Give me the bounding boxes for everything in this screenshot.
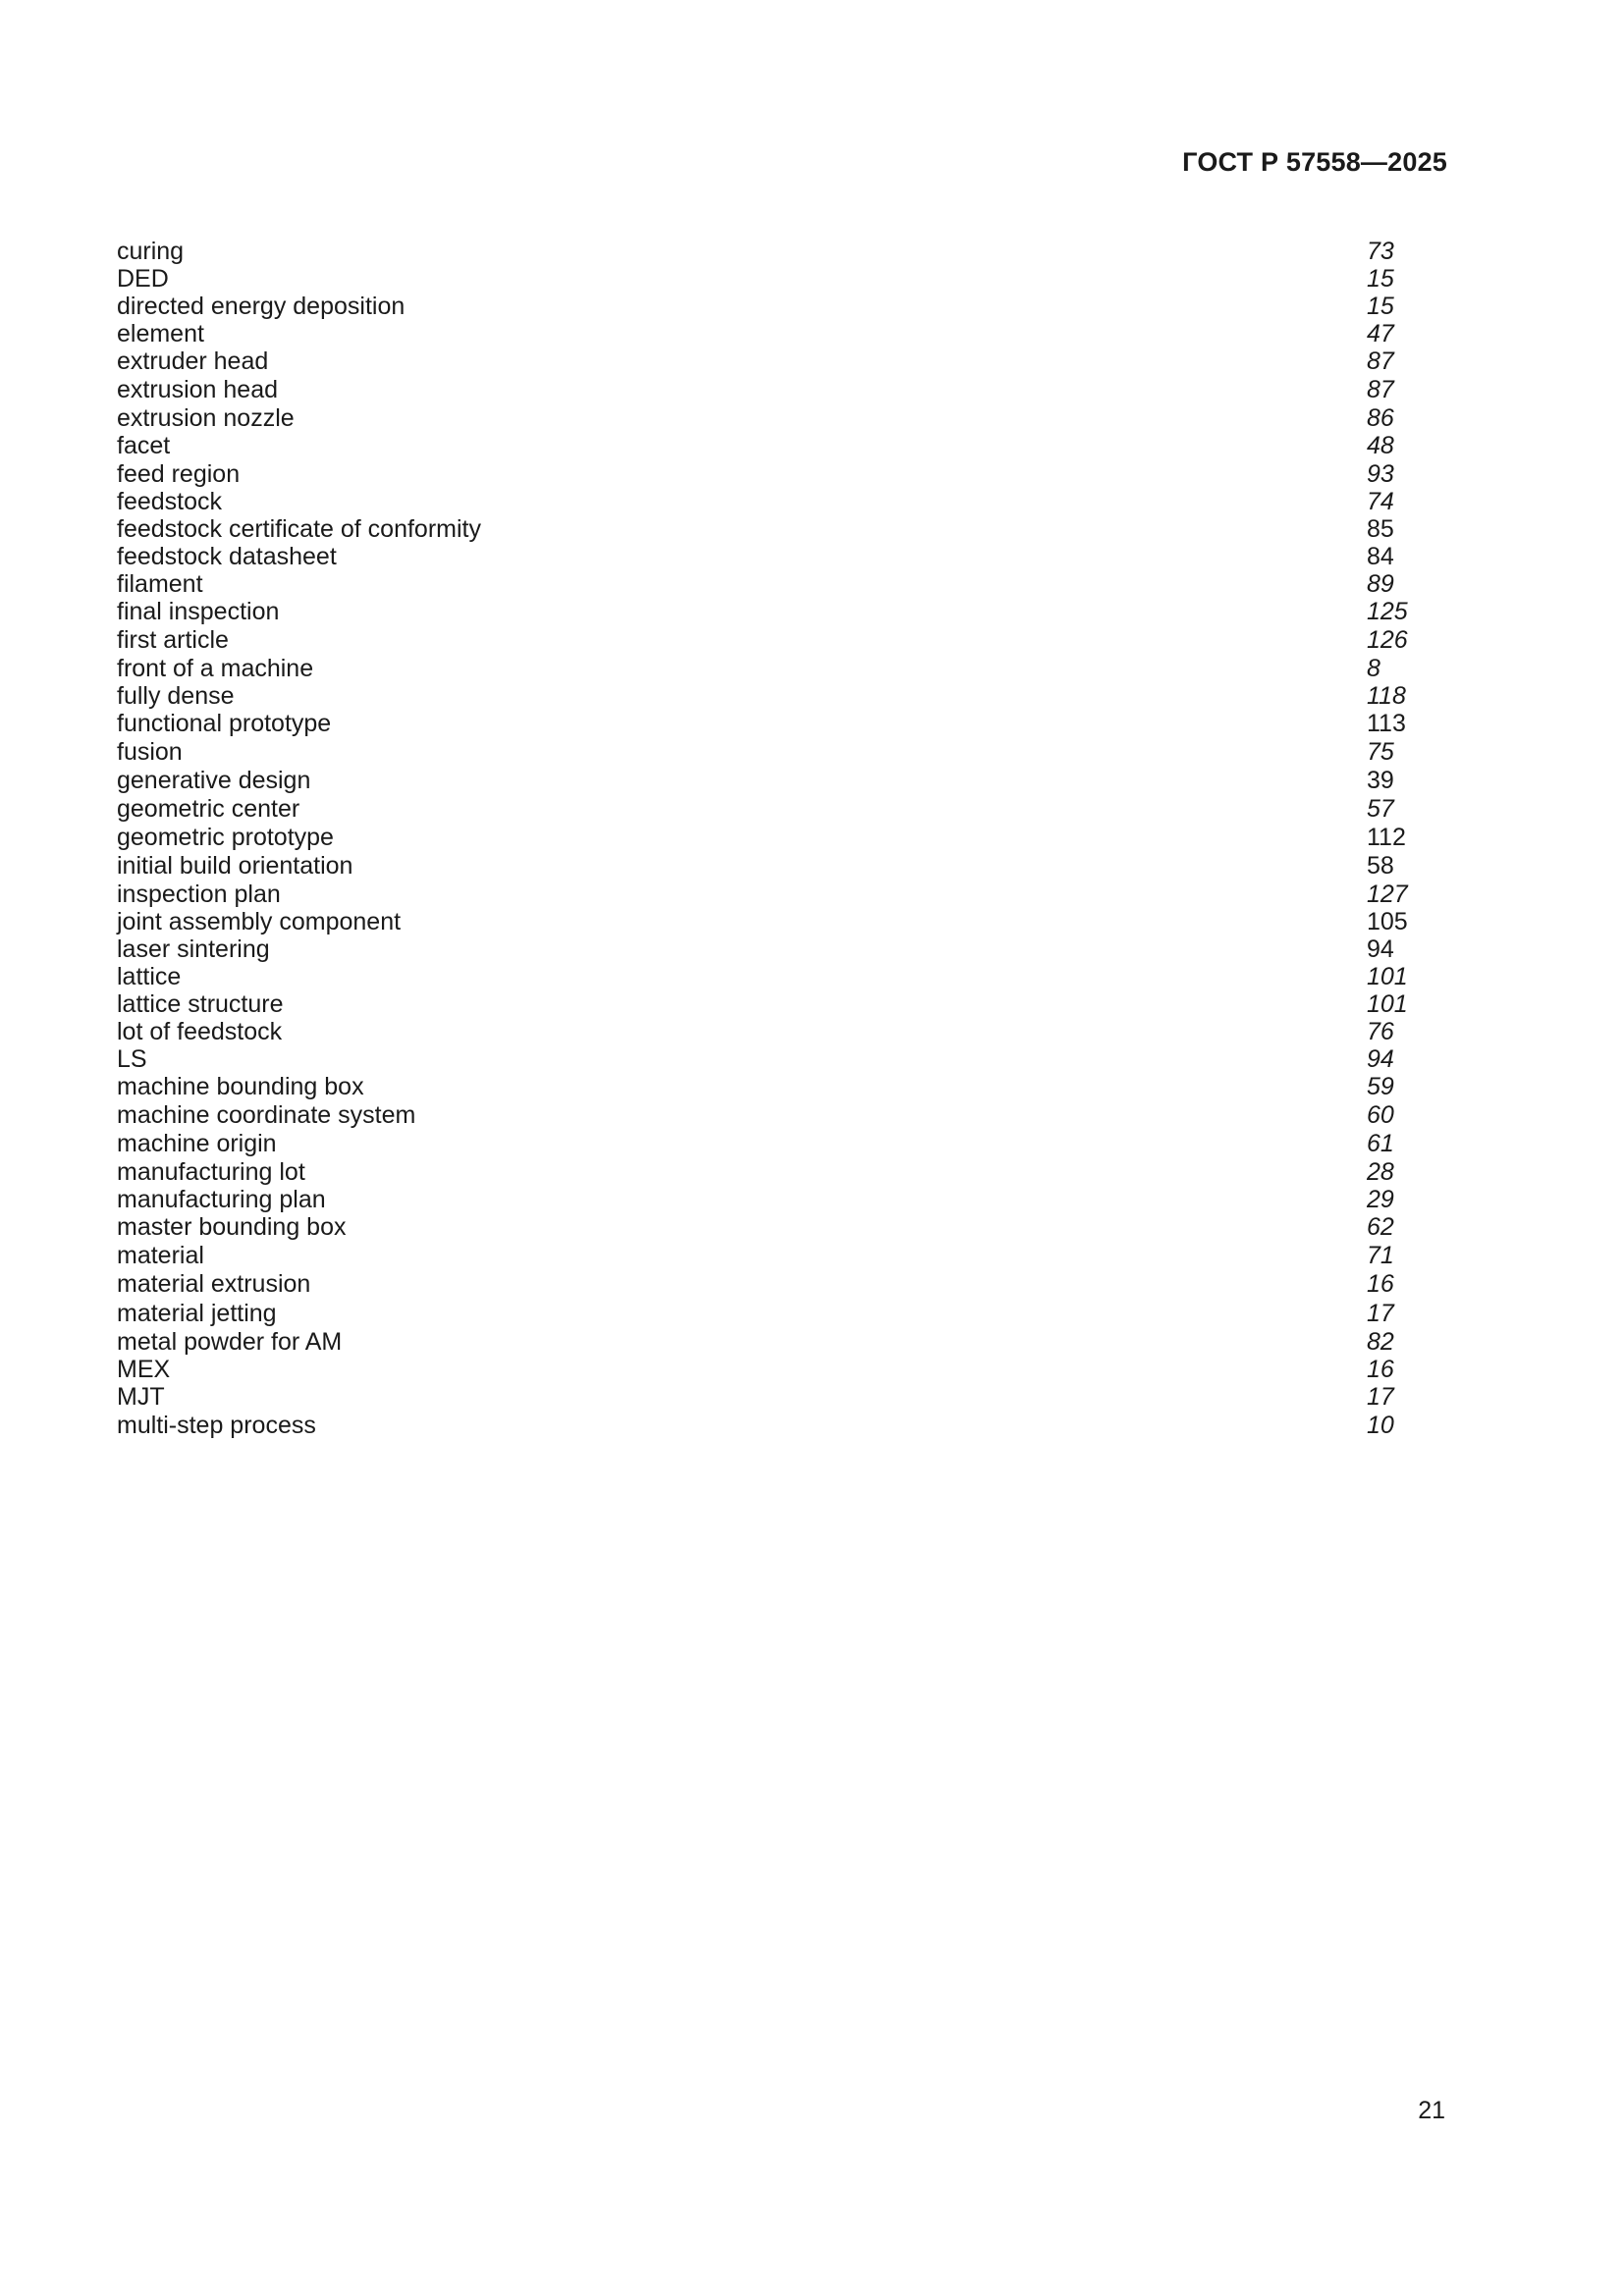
index-term-number: 59 bbox=[1367, 1073, 1394, 1100]
index-term-number: 16 bbox=[1367, 1356, 1394, 1383]
index-term-number: 87 bbox=[1367, 347, 1394, 375]
index-term-number: 105 bbox=[1367, 908, 1408, 935]
index-entry bbox=[117, 682, 1418, 710]
index-term: geometric center bbox=[117, 795, 300, 823]
index-term: final inspection bbox=[117, 598, 280, 625]
index-term: lattice structure bbox=[117, 990, 284, 1018]
index-term: functional prototype bbox=[117, 710, 332, 737]
index-entry bbox=[117, 320, 1418, 347]
index-entry bbox=[117, 1412, 1418, 1439]
index-entry bbox=[117, 1356, 1418, 1383]
index-term-number: 29 bbox=[1367, 1186, 1394, 1213]
index-entry bbox=[117, 488, 1418, 515]
index-entry bbox=[117, 598, 1418, 625]
index-entry bbox=[117, 626, 1418, 654]
index-entry bbox=[117, 1213, 1418, 1241]
index-entry bbox=[117, 238, 1418, 265]
index-term-number: 62 bbox=[1367, 1213, 1394, 1241]
index-term-number: 89 bbox=[1367, 570, 1394, 598]
index-term: multi-step process bbox=[117, 1412, 316, 1439]
index-term-number: 118 bbox=[1367, 682, 1406, 710]
index-term: lattice bbox=[117, 963, 182, 990]
index-term: geometric prototype bbox=[117, 824, 334, 851]
index-entry bbox=[117, 824, 1418, 851]
index-term: directed energy deposition bbox=[117, 293, 406, 320]
index-entry bbox=[117, 990, 1418, 1018]
index-entry bbox=[117, 963, 1418, 990]
index-entry bbox=[117, 1328, 1418, 1356]
index-entry bbox=[117, 376, 1418, 403]
index-entry bbox=[117, 738, 1418, 766]
index-term: material jetting bbox=[117, 1300, 277, 1327]
index-term-number: 57 bbox=[1367, 795, 1394, 823]
index-term: initial build orientation bbox=[117, 852, 353, 880]
index-entry bbox=[117, 347, 1418, 375]
index-term: machine bounding box bbox=[117, 1073, 364, 1100]
index-term-number: 71 bbox=[1367, 1242, 1394, 1269]
index-entry bbox=[117, 852, 1418, 880]
index-term-number: 17 bbox=[1367, 1300, 1394, 1327]
index-entry bbox=[117, 293, 1418, 320]
index-term: feed region bbox=[117, 460, 241, 488]
index-term: material bbox=[117, 1242, 204, 1269]
index-entry bbox=[117, 1130, 1418, 1157]
index-term: LS bbox=[117, 1045, 147, 1073]
index-term: facet bbox=[117, 432, 171, 459]
index-entry bbox=[117, 908, 1418, 935]
index-term-number: 126 bbox=[1367, 626, 1408, 654]
index-term-number: 47 bbox=[1367, 320, 1394, 347]
index-term: manufacturing plan bbox=[117, 1186, 326, 1213]
index-term-number: 39 bbox=[1367, 767, 1394, 794]
index-term: feedstock certificate of conformity bbox=[117, 515, 481, 543]
index-entry bbox=[117, 1300, 1418, 1327]
index-entry bbox=[117, 795, 1418, 823]
index-term: manufacturing lot bbox=[117, 1158, 305, 1186]
index-term-number: 87 bbox=[1367, 376, 1394, 403]
index-term: MEX bbox=[117, 1356, 171, 1383]
index-term-number: 127 bbox=[1367, 881, 1408, 908]
index-term-number: 85 bbox=[1367, 515, 1394, 543]
index-term: element bbox=[117, 320, 204, 347]
index-term-number: 15 bbox=[1367, 293, 1394, 320]
index-term-number: 17 bbox=[1367, 1383, 1394, 1411]
index-entry bbox=[117, 460, 1418, 488]
index-entry bbox=[117, 1270, 1418, 1298]
index-term: extruder head bbox=[117, 347, 269, 375]
index-entry bbox=[117, 881, 1418, 908]
index-term-number: 93 bbox=[1367, 460, 1394, 488]
index-term-number: 76 bbox=[1367, 1018, 1394, 1045]
index-term: material extrusion bbox=[117, 1270, 311, 1298]
index-term-number: 10 bbox=[1367, 1412, 1394, 1439]
index-term: laser sintering bbox=[117, 935, 270, 963]
index-term: DED bbox=[117, 265, 169, 293]
index-term: joint assembly component bbox=[117, 908, 402, 935]
index-term: filament bbox=[117, 570, 203, 598]
index-term-number: 58 bbox=[1367, 852, 1394, 880]
index-term-number: 60 bbox=[1367, 1101, 1394, 1129]
index-term-number: 101 bbox=[1367, 990, 1408, 1018]
index-entry bbox=[117, 432, 1418, 459]
index-entry bbox=[117, 1158, 1418, 1186]
index-term-number: 82 bbox=[1367, 1328, 1394, 1356]
index-term-number: 112 bbox=[1367, 824, 1406, 851]
index-term: extrusion head bbox=[117, 376, 279, 403]
index-entry bbox=[117, 1383, 1418, 1411]
index-term: master bounding box bbox=[117, 1213, 347, 1241]
index-term-number: 94 bbox=[1367, 935, 1394, 963]
index-entry bbox=[117, 543, 1418, 570]
index-term: lot of feedstock bbox=[117, 1018, 283, 1045]
index-term: curing bbox=[117, 238, 185, 265]
index-entry bbox=[117, 265, 1418, 293]
index-term: MJT bbox=[117, 1383, 165, 1411]
index-term: metal powder for AM bbox=[117, 1328, 343, 1356]
index-term: fully dense bbox=[117, 682, 235, 710]
index-term-number: 15 bbox=[1367, 265, 1394, 293]
index-term-number: 101 bbox=[1367, 963, 1408, 990]
index-term-number: 113 bbox=[1367, 710, 1406, 737]
index-entry bbox=[117, 1018, 1418, 1045]
index-entry bbox=[117, 515, 1418, 543]
document-header-title: ГОСТ Р 57558—2025 bbox=[1182, 147, 1447, 177]
index-entry bbox=[117, 710, 1418, 737]
index-term-number: 28 bbox=[1367, 1158, 1394, 1186]
page-number: 21 bbox=[1418, 2097, 1445, 2124]
index-term-number: 86 bbox=[1367, 404, 1394, 432]
index-term-number: 94 bbox=[1367, 1045, 1394, 1073]
index-entry bbox=[117, 404, 1418, 432]
index-entry bbox=[117, 767, 1418, 794]
index-entry bbox=[117, 935, 1418, 963]
index-term-number: 48 bbox=[1367, 432, 1394, 459]
index-term: extrusion nozzle bbox=[117, 404, 295, 432]
index-term: feedstock datasheet bbox=[117, 543, 337, 570]
index-entry bbox=[117, 1186, 1418, 1213]
index-term-number: 75 bbox=[1367, 738, 1394, 766]
index-entry bbox=[117, 570, 1418, 598]
index-term: machine coordinate system bbox=[117, 1101, 416, 1129]
index-term-number: 73 bbox=[1367, 238, 1394, 265]
index-term: feedstock bbox=[117, 488, 223, 515]
index-term: machine origin bbox=[117, 1130, 277, 1157]
index-entry bbox=[117, 1101, 1418, 1129]
index-term: first article bbox=[117, 626, 229, 654]
index-term-number: 74 bbox=[1367, 488, 1394, 515]
index-term-number: 61 bbox=[1367, 1130, 1394, 1157]
index-term-number: 125 bbox=[1367, 598, 1408, 625]
index-term: generative design bbox=[117, 767, 311, 794]
index-term-number: 84 bbox=[1367, 543, 1394, 570]
index-term: inspection plan bbox=[117, 881, 281, 908]
index-term-number: 8 bbox=[1367, 655, 1380, 682]
index-term: front of a machine bbox=[117, 655, 314, 682]
index-term-number: 16 bbox=[1367, 1270, 1394, 1298]
index-entry bbox=[117, 1073, 1418, 1100]
index-term: fusion bbox=[117, 738, 183, 766]
index-entry bbox=[117, 1242, 1418, 1269]
index-entry bbox=[117, 1045, 1418, 1073]
index-entry bbox=[117, 655, 1418, 682]
